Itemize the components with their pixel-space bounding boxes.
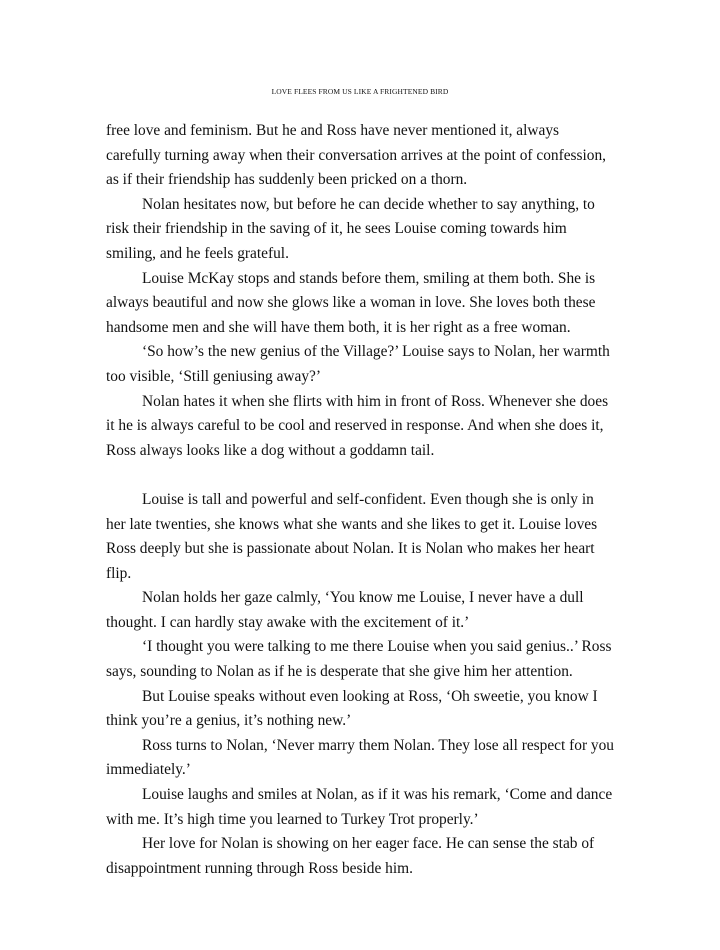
running-head: LOVE FLEES FROM US LIKE A FRIGHTENED BIRD: [271, 87, 449, 96]
paragraph: But Louise speaks without even looking at Ross, ‘Oh sweetie, you know I think you’re a genius, it’s nothing new.’: [106, 687, 598, 730]
body-text: [106, 119, 616, 881]
paragraph: free love and feminism. But he and Ross have never mentioned it, always carefully turning away when their conversation arrives at the point of confession, as if their friendship has suddenly been pricked on a thorn.: [106, 122, 607, 189]
paragraph: Louise McKay stops and stands before them, smiling at them both. She is always beautiful and now she glows like a woman in love. She loves both these handsome men and she will have them both, it is her right as a free woman.: [106, 269, 596, 336]
paragraph: Ross turns to Nolan, ‘Never marry them Nolan. They lose all respect for you immediately.’: [106, 736, 615, 779]
section-break: [106, 463, 616, 488]
paragraph: Nolan holds her gaze calmly, ‘You know me Louise, I never have a dull thought. I can hardly stay awake with the excitement of it.’: [106, 589, 584, 631]
paragraph: ‘I thought you were talking to me there Louise when you said genius..’ Ross says, sounding to Nolan as if he is desperate that she give him her attention.: [106, 638, 612, 681]
paragraph: Louise laughs and smiles at Nolan, as if it was his remark, ‘Come and dance with me. It’s high time you learned to Turkey Trot properly.’: [106, 786, 613, 828]
paragraph: Louise is tall and powerful and self-confident. Even though she is only in her late twenties, she knows what she wants and she likes to get it. Louise loves Ross deeply but she is passionate about Nolan. It is Nolan who makes her heart flip.: [106, 490, 598, 582]
paragraph: Nolan hates it when she flirts with him in front of Ross. Whenever she does it he is always careful to be cool and reserved in response. And when she does it, Ross always looks like a dog without a goddamn tail.: [106, 392, 609, 459]
paragraph: Her love for Nolan is showing on her eager face. He can sense the stab of disappointment running through Ross beside him.: [106, 835, 595, 877]
paragraph: ‘So how’s the new genius of the Village?’ Louise says to Nolan, her warmth too visible, ‘Still geniusing away?’: [106, 343, 610, 385]
paragraph: Nolan hesitates now, but before he can decide whether to say anything, to risk their friendship in the saving of it, he sees Louise coming towards him smiling, and he feels grateful.: [106, 195, 595, 262]
